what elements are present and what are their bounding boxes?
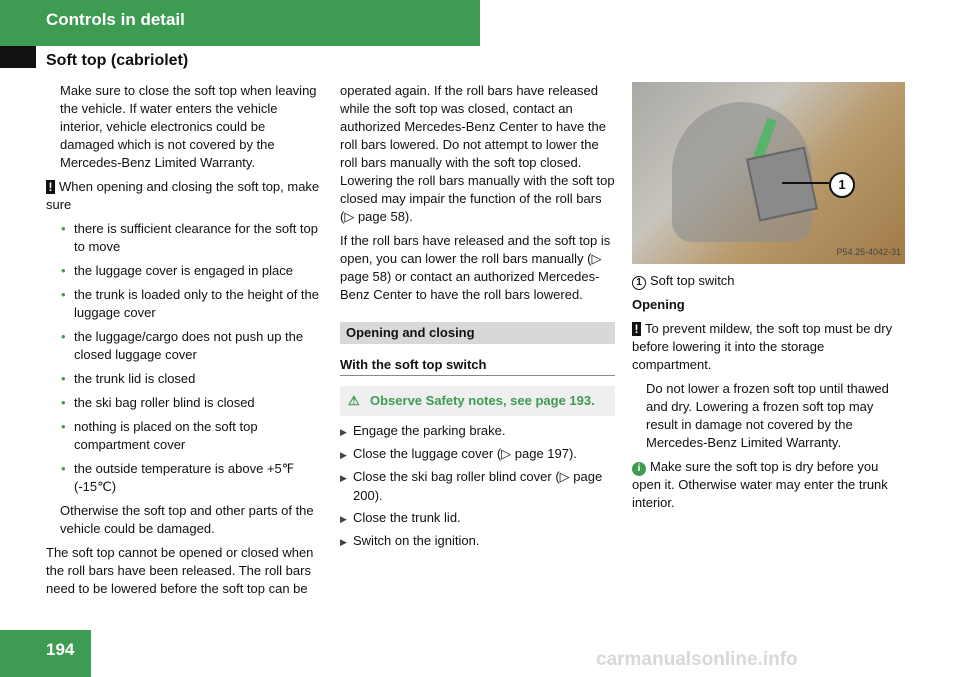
- subsection-header: With the soft top switch: [340, 356, 615, 376]
- info-icon: i: [632, 462, 646, 476]
- warning-icon: !: [632, 322, 641, 336]
- header-title: Controls in detail: [46, 10, 185, 29]
- section-header: Opening and closing: [340, 322, 615, 344]
- list-item: • the luggage/cargo does not push up the closed luggage cover: [46, 328, 322, 364]
- column-2: [340, 82, 615, 555]
- opening-heading: Opening: [632, 297, 685, 312]
- list-item: • nothing is placed on the soft top compartment cover: [46, 418, 322, 454]
- step-item: ▶ Close the ski bag roller blind cover (▷ page 200).: [340, 468, 615, 505]
- callout-number: 1: [829, 172, 855, 198]
- rollbars-continued: operated again. If the roll bars have released while the soft top was closed, contact an authorized Mercedes-Benz Center to have the roll bars lowered. Do not attempt to lower the roll bars manually with the soft top closed. Lowering the roll bars manually with the soft top closed may impair the function of the roll bars (▷ page 58).: [340, 83, 615, 224]
- intro-text: Make sure to close the soft top when leaving the vehicle. If water enters the vehicle interior, vehicle electronics could be damaged which is not covered by the Mercedes-Benz Limited Warranty.: [60, 83, 317, 170]
- warning-icon: !: [46, 180, 55, 194]
- list-item: • the ski bag roller blind is closed: [46, 394, 322, 412]
- caption-text: Soft top switch: [650, 273, 735, 288]
- callout-line: [782, 182, 829, 184]
- safety-note: [340, 386, 615, 416]
- page-number: 194: [46, 640, 75, 659]
- info-note-text: Make sure the soft top is dry before you open it. Otherwise water may enter the trunk interior.: [632, 459, 888, 510]
- switch-graphic: [746, 146, 818, 221]
- warning-2: Do not lower a frozen soft top until thawed and dry. Lowering a frozen soft top may result in damage not covered by the Mercedes-Benz Limited Warranty.: [646, 381, 889, 450]
- rollbars-text: The soft top cannot be opened or closed when the roll bars have been released. The roll bars need to be lowered before the soft top can be: [46, 545, 314, 596]
- list-item: • the trunk is loaded only to the height of the luggage cover: [46, 286, 322, 322]
- list-item: • the trunk lid is closed: [46, 370, 322, 388]
- step-item: ▶ Switch on the ignition.: [340, 532, 615, 551]
- warning-intro: [46, 178, 322, 214]
- step-item: ▶ Engage the parking brake.: [340, 422, 615, 441]
- photo-code: P54.25-4042-31: [836, 247, 901, 257]
- callout-circle-icon: 1: [632, 276, 646, 290]
- rollbars-open-text: If the roll bars have released and the soft top is open, you can lower the roll bars manually (▷ page 58) or contact an authorized Mercedes-Benz Center to have the roll bars lowered.: [340, 233, 611, 302]
- warning-1-text: To prevent mildew, the soft top must be dry before lowering it into the storage compartment.: [632, 321, 893, 372]
- info-note: [632, 458, 907, 512]
- list-item: • the luggage cover is engaged in place: [46, 262, 322, 280]
- list-item: • there is sufficient clearance for the soft top to move: [46, 220, 322, 256]
- soft-top-switch-photo: [632, 82, 905, 264]
- watermark: carmanualsonline.info: [596, 649, 798, 670]
- warning-1: [632, 320, 907, 374]
- column-3: [632, 82, 907, 518]
- caption: [632, 272, 907, 290]
- column-1: [46, 82, 322, 604]
- section-title: Soft top (cabriolet): [46, 52, 189, 69]
- step-item: ▶ Close the luggage cover (▷ page 197).: [340, 445, 615, 464]
- step-item: ▶ Close the trunk lid.: [340, 509, 615, 528]
- section-tab: [0, 46, 36, 68]
- warning-triangle-icon: ⚠: [348, 393, 360, 408]
- otherwise-text: Otherwise the soft top and other parts of the vehicle could be damaged.: [60, 503, 314, 536]
- list-item: • the outside temperature is above +5℉ (-15℃): [46, 460, 322, 496]
- warning-intro-text: When opening and closing the soft top, make sure: [46, 179, 320, 212]
- safety-note-text: Observe Safety notes, see page 193.: [370, 393, 595, 408]
